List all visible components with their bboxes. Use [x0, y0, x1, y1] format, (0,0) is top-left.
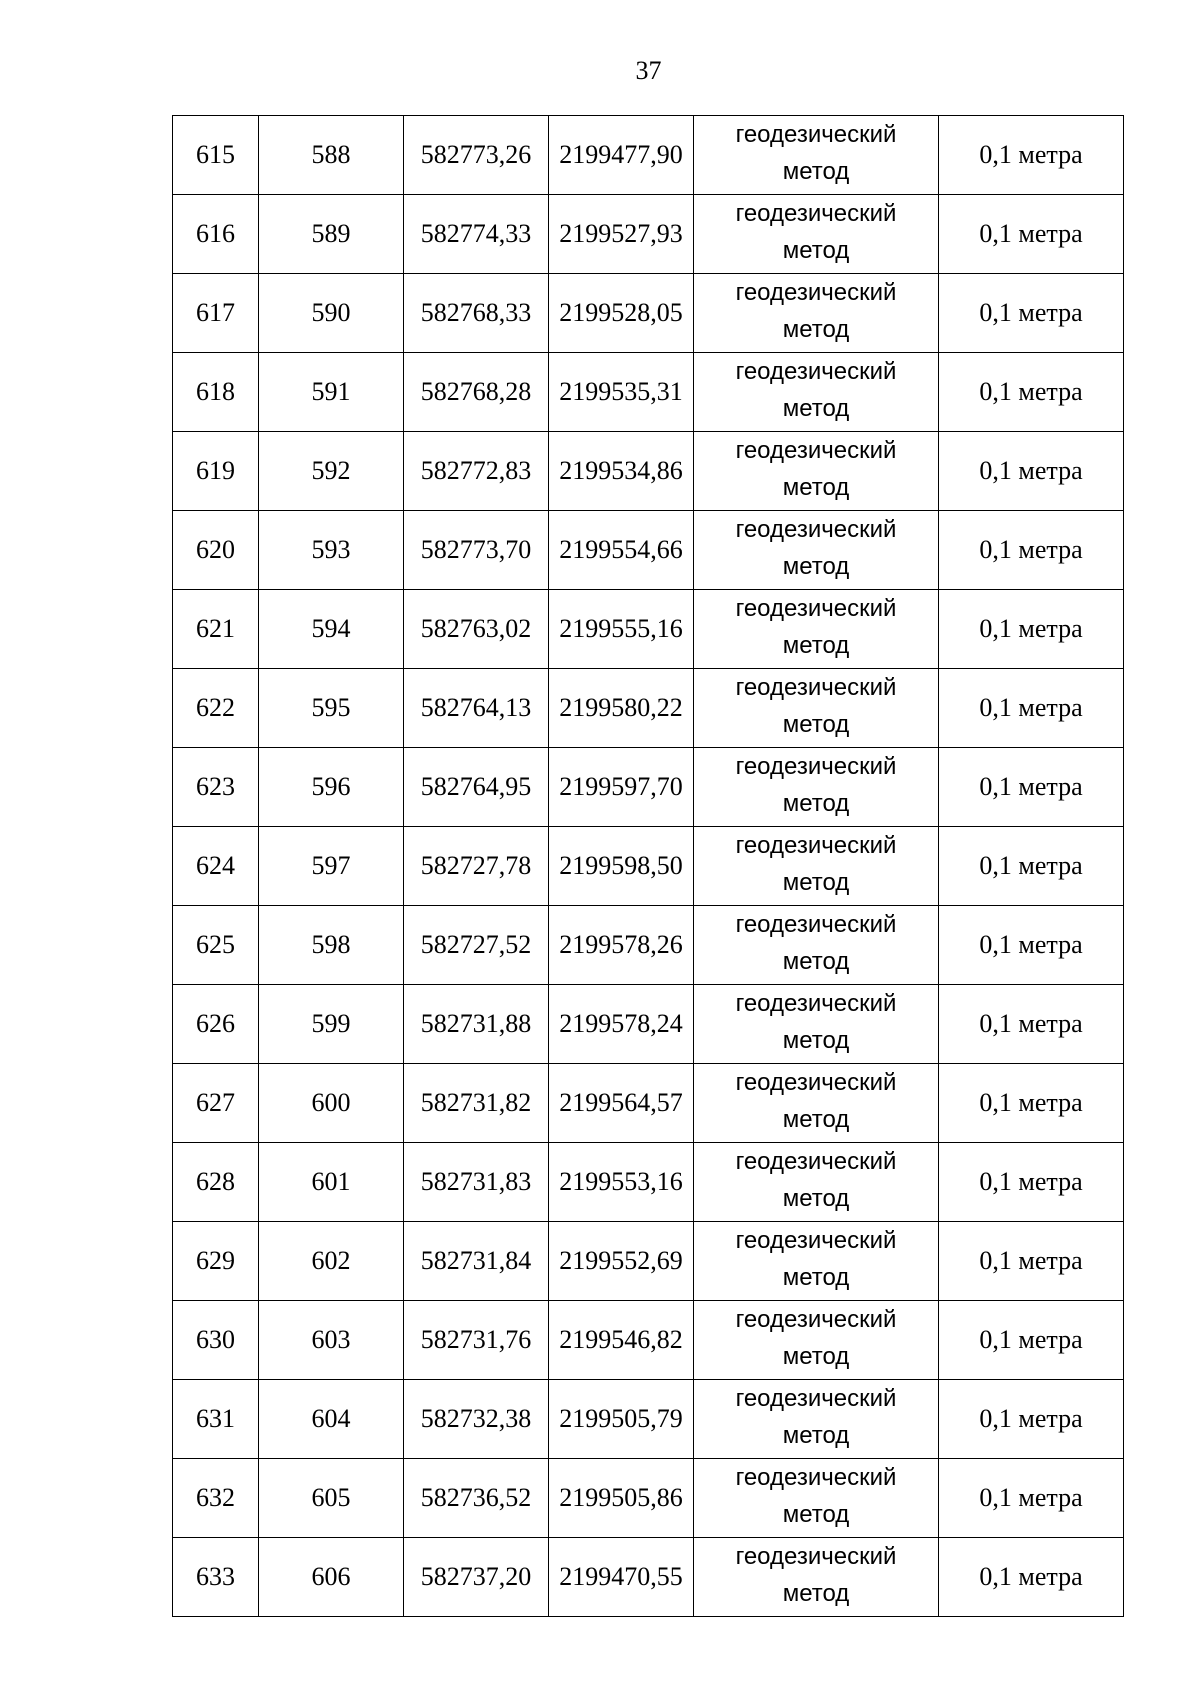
table-row: [173, 195, 1124, 274]
method-line-1: геодезический: [735, 832, 897, 859]
method-line-2: метод: [782, 869, 850, 896]
y-coordinate-cell: 2199555,16: [549, 590, 694, 669]
x-coordinate-cell: 582731,83: [404, 1143, 549, 1222]
method-line-2: метод: [782, 237, 850, 264]
point-number-cell: 598: [259, 906, 404, 985]
x-coordinate-cell: 582737,20: [404, 1538, 549, 1617]
row-number-cell: 615: [173, 116, 259, 195]
x-coordinate-cell: 582731,82: [404, 1064, 549, 1143]
y-coordinate-cell: 2199578,26: [549, 906, 694, 985]
method-cell: [694, 116, 939, 195]
row-number-cell: 618: [173, 353, 259, 432]
method-line-1: геодезический: [735, 358, 897, 385]
method-line-2: метод: [782, 316, 850, 343]
accuracy-cell: 0,1 метра: [939, 827, 1124, 906]
point-number-cell: 593: [259, 511, 404, 590]
row-number-cell: 627: [173, 1064, 259, 1143]
method-cell: [694, 511, 939, 590]
x-coordinate-cell: 582731,88: [404, 985, 549, 1064]
method-line-1: геодезический: [735, 1069, 897, 1096]
y-coordinate-cell: 2199554,66: [549, 511, 694, 590]
table-row: [173, 274, 1124, 353]
method-cell: [694, 1459, 939, 1538]
method-line-1: геодезический: [735, 200, 897, 227]
table-row: [173, 432, 1124, 511]
accuracy-cell: 0,1 метра: [939, 906, 1124, 985]
point-number-cell: 602: [259, 1222, 404, 1301]
x-coordinate-cell: 582773,70: [404, 511, 549, 590]
method-line-2: метод: [782, 632, 850, 659]
x-coordinate-cell: 582727,52: [404, 906, 549, 985]
method-line-2: метод: [782, 1501, 850, 1528]
accuracy-cell: 0,1 метра: [939, 195, 1124, 274]
method-line-2: метод: [782, 1185, 850, 1212]
method-line-2: метод: [782, 948, 850, 975]
method-line-2: метод: [782, 1580, 850, 1607]
row-number-cell: 633: [173, 1538, 259, 1617]
table-row: [173, 1301, 1124, 1380]
method-line-1: геодезический: [735, 1148, 897, 1175]
x-coordinate-cell: 582764,13: [404, 669, 549, 748]
x-coordinate-cell: 582768,33: [404, 274, 549, 353]
x-coordinate-cell: 582763,02: [404, 590, 549, 669]
y-coordinate-cell: 2199553,16: [549, 1143, 694, 1222]
point-number-cell: 606: [259, 1538, 404, 1617]
y-coordinate-cell: 2199564,57: [549, 1064, 694, 1143]
accuracy-cell: 0,1 метра: [939, 511, 1124, 590]
method-line-2: метод: [782, 1106, 850, 1133]
coordinates-table: [172, 115, 1124, 1617]
row-number-cell: 632: [173, 1459, 259, 1538]
accuracy-cell: 0,1 метра: [939, 669, 1124, 748]
point-number-cell: 603: [259, 1301, 404, 1380]
point-number-cell: 601: [259, 1143, 404, 1222]
y-coordinate-cell: 2199505,79: [549, 1380, 694, 1459]
y-coordinate-cell: 2199477,90: [549, 116, 694, 195]
table-row: [173, 1380, 1124, 1459]
method-line-1: геодезический: [735, 121, 897, 148]
method-line-2: метод: [782, 158, 850, 185]
row-number-cell: 629: [173, 1222, 259, 1301]
y-coordinate-cell: 2199528,05: [549, 274, 694, 353]
table-row: [173, 590, 1124, 669]
y-coordinate-cell: 2199552,69: [549, 1222, 694, 1301]
point-number-cell: 597: [259, 827, 404, 906]
accuracy-cell: 0,1 метра: [939, 1538, 1124, 1617]
x-coordinate-cell: 582732,38: [404, 1380, 549, 1459]
table-row: [173, 1064, 1124, 1143]
method-line-2: метод: [782, 1422, 850, 1449]
method-cell: [694, 906, 939, 985]
accuracy-cell: 0,1 метра: [939, 1143, 1124, 1222]
x-coordinate-cell: 582773,26: [404, 116, 549, 195]
y-coordinate-cell: 2199527,93: [549, 195, 694, 274]
table-row: [173, 1143, 1124, 1222]
row-number-cell: 622: [173, 669, 259, 748]
method-line-1: геодезический: [735, 279, 897, 306]
method-cell: [694, 985, 939, 1064]
table-row: [173, 353, 1124, 432]
method-line-2: метод: [782, 553, 850, 580]
method-cell: [694, 827, 939, 906]
table-row: [173, 1459, 1124, 1538]
y-coordinate-cell: 2199598,50: [549, 827, 694, 906]
method-line-1: геодезический: [735, 595, 897, 622]
method-cell: [694, 1538, 939, 1617]
method-cell: [694, 590, 939, 669]
accuracy-cell: 0,1 метра: [939, 590, 1124, 669]
point-number-cell: 591: [259, 353, 404, 432]
method-line-2: метод: [782, 790, 850, 817]
coordinates-table-body: [173, 116, 1124, 1617]
accuracy-cell: 0,1 метра: [939, 1380, 1124, 1459]
accuracy-cell: 0,1 метра: [939, 748, 1124, 827]
method-line-2: метод: [782, 474, 850, 501]
y-coordinate-cell: 2199534,86: [549, 432, 694, 511]
row-number-cell: 624: [173, 827, 259, 906]
x-coordinate-cell: 582736,52: [404, 1459, 549, 1538]
y-coordinate-cell: 2199580,22: [549, 669, 694, 748]
x-coordinate-cell: 582727,78: [404, 827, 549, 906]
accuracy-cell: 0,1 метра: [939, 985, 1124, 1064]
row-number-cell: 631: [173, 1380, 259, 1459]
method-cell: [694, 669, 939, 748]
point-number-cell: 594: [259, 590, 404, 669]
y-coordinate-cell: 2199546,82: [549, 1301, 694, 1380]
row-number-cell: 616: [173, 195, 259, 274]
row-number-cell: 619: [173, 432, 259, 511]
method-line-1: геодезический: [735, 911, 897, 938]
method-line-1: геодезический: [735, 437, 897, 464]
table-row: [173, 1222, 1124, 1301]
accuracy-cell: 0,1 метра: [939, 353, 1124, 432]
accuracy-cell: 0,1 метра: [939, 1064, 1124, 1143]
method-line-1: геодезический: [735, 1385, 897, 1412]
y-coordinate-cell: 2199578,24: [549, 985, 694, 1064]
table-row: [173, 1538, 1124, 1617]
point-number-cell: 590: [259, 274, 404, 353]
method-line-1: геодезический: [735, 1543, 897, 1570]
row-number-cell: 623: [173, 748, 259, 827]
method-cell: [694, 432, 939, 511]
method-line-2: метод: [782, 395, 850, 422]
x-coordinate-cell: 582774,33: [404, 195, 549, 274]
method-cell: [694, 1380, 939, 1459]
row-number-cell: 620: [173, 511, 259, 590]
x-coordinate-cell: 582768,28: [404, 353, 549, 432]
point-number-cell: 596: [259, 748, 404, 827]
row-number-cell: 626: [173, 985, 259, 1064]
method-cell: [694, 274, 939, 353]
method-line-2: метод: [782, 711, 850, 738]
y-coordinate-cell: 2199505,86: [549, 1459, 694, 1538]
table-row: [173, 827, 1124, 906]
method-cell: [694, 1143, 939, 1222]
point-number-cell: 600: [259, 1064, 404, 1143]
method-cell: [694, 195, 939, 274]
method-line-1: геодезический: [735, 753, 897, 780]
accuracy-cell: 0,1 метра: [939, 1301, 1124, 1380]
table-row: [173, 511, 1124, 590]
method-cell: [694, 748, 939, 827]
row-number-cell: 628: [173, 1143, 259, 1222]
method-line-2: метод: [782, 1343, 850, 1370]
method-line-1: геодезический: [735, 1306, 897, 1333]
row-number-cell: 630: [173, 1301, 259, 1380]
point-number-cell: 604: [259, 1380, 404, 1459]
accuracy-cell: 0,1 метра: [939, 1459, 1124, 1538]
method-line-2: метод: [782, 1264, 850, 1291]
method-cell: [694, 1064, 939, 1143]
row-number-cell: 625: [173, 906, 259, 985]
method-line-1: геодезический: [735, 990, 897, 1017]
page-number: 37: [635, 56, 662, 85]
point-number-cell: 595: [259, 669, 404, 748]
accuracy-cell: 0,1 метра: [939, 116, 1124, 195]
method-line-1: геодезический: [735, 1464, 897, 1491]
y-coordinate-cell: 2199470,55: [549, 1538, 694, 1617]
x-coordinate-cell: 582731,76: [404, 1301, 549, 1380]
method-line-1: геодезический: [735, 1227, 897, 1254]
method-cell: [694, 353, 939, 432]
point-number-cell: 599: [259, 985, 404, 1064]
method-line-2: метод: [782, 1027, 850, 1054]
y-coordinate-cell: 2199535,31: [549, 353, 694, 432]
table-row: [173, 116, 1124, 195]
row-number-cell: 617: [173, 274, 259, 353]
y-coordinate-cell: 2199597,70: [549, 748, 694, 827]
table-row: [173, 669, 1124, 748]
row-number-cell: 621: [173, 590, 259, 669]
method-cell: [694, 1222, 939, 1301]
table-row: [173, 906, 1124, 985]
point-number-cell: 589: [259, 195, 404, 274]
method-line-1: геодезический: [735, 674, 897, 701]
accuracy-cell: 0,1 метра: [939, 432, 1124, 511]
x-coordinate-cell: 582731,84: [404, 1222, 549, 1301]
table-row: [173, 985, 1124, 1064]
accuracy-cell: 0,1 метра: [939, 274, 1124, 353]
point-number-cell: 605: [259, 1459, 404, 1538]
table-row: [173, 748, 1124, 827]
accuracy-cell: 0,1 метра: [939, 1222, 1124, 1301]
method-line-1: геодезический: [735, 516, 897, 543]
x-coordinate-cell: 582772,83: [404, 432, 549, 511]
point-number-cell: 592: [259, 432, 404, 511]
x-coordinate-cell: 582764,95: [404, 748, 549, 827]
point-number-cell: 588: [259, 116, 404, 195]
method-cell: [694, 1301, 939, 1380]
